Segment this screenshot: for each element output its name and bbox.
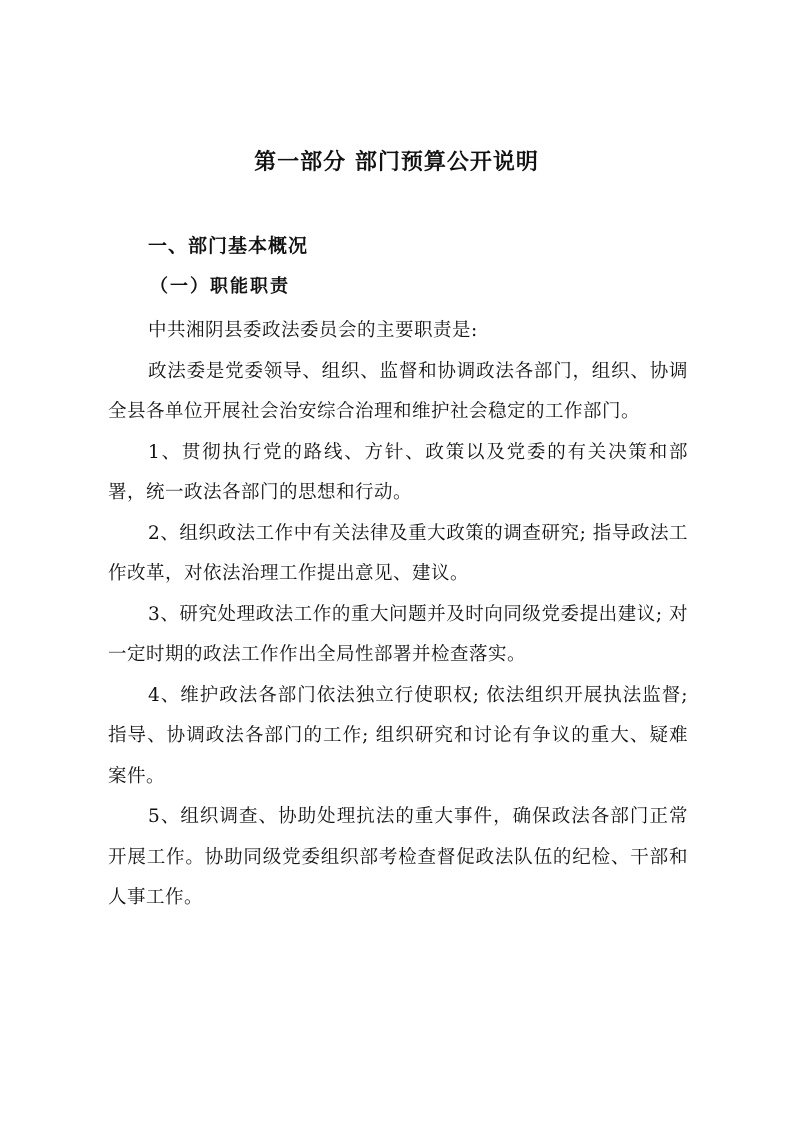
subsection-heading: （一）职能职责 xyxy=(150,276,290,297)
paragraph-overview: 政法委是党委领导、组织、监督和协调政法各部门，组织、协调全县各单位开展社会治安综合治理和维护社会稳定的工作部门。 xyxy=(108,360,688,422)
paragraph-duty-5: 5、组织调查、协助处理抗法的重大事件，确保政法各部门正常开展工作。协助同级党委组织部考检查督促政法队伍的纪检、干部和人事工作。 xyxy=(108,806,688,908)
paragraph-duty-1: 1、贯彻执行党的路线、方针、政策以及党委的有关决策和部署，统一政法各部门的思想和行动。 xyxy=(108,441,688,503)
page-title: 第一部分 部门预算公开说明 xyxy=(254,150,539,175)
paragraph-duty-4: 4、维护政法各部门依法独立行使职权; 依法组织开展执法监督; 指导、协调政法各部门的工作; 组织研究和讨论有争议的重大、疑难案件。 xyxy=(108,684,688,787)
section-heading: 一、部门基本概况 xyxy=(148,235,309,257)
paragraph-intro: 中共湘阴县委政法委员会的主要职责是: xyxy=(148,320,478,341)
paragraph-duty-2: 2、组织政法工作中有关法律及重大政策的调查研究; 指导政法工作改革，对依法治理工作提出意见、建议。 xyxy=(108,522,688,584)
paragraph-duty-3: 3、研究处理政法工作的重大问题并及时向同级党委提出建议; 对一定时期的政法工作作出全局性部署并检查落实。 xyxy=(108,603,688,665)
body-text xyxy=(108,311,688,919)
